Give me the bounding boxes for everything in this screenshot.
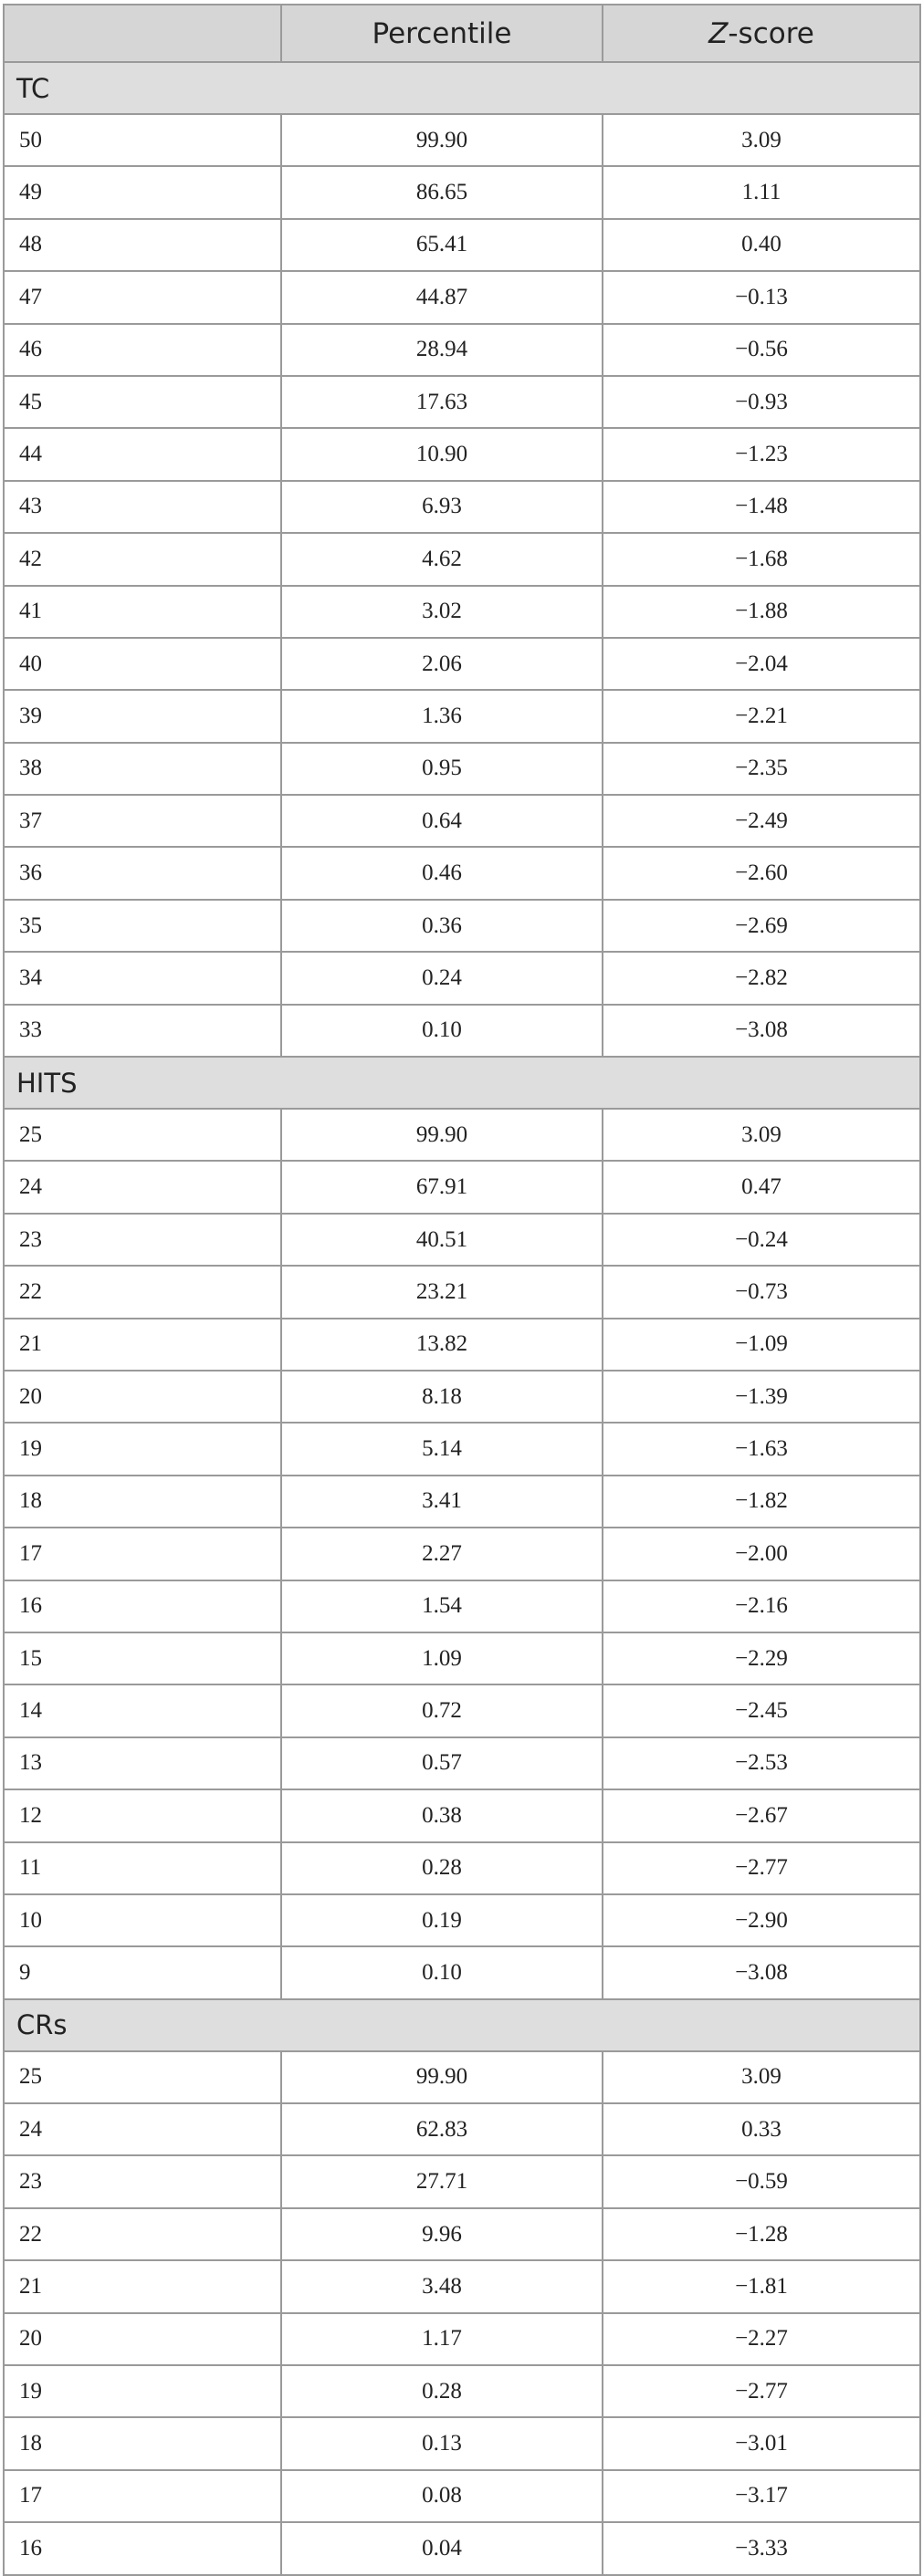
percentile-cell: 99.90: [281, 114, 603, 166]
score-cell: 24: [4, 2103, 281, 2155]
z-score-cell: −1.48: [603, 481, 920, 533]
table-row: [4, 1632, 920, 1684]
score-cell: 50: [4, 114, 281, 166]
percentile-cell: 1.54: [281, 1580, 603, 1632]
score-cell: 9: [4, 1946, 281, 1998]
z-score-cell: −1.88: [603, 586, 920, 638]
z-score-cell: 1.11: [603, 166, 920, 218]
header-z-score: [603, 5, 920, 62]
percentile-cell: 3.02: [281, 586, 603, 638]
score-cell: 41: [4, 586, 281, 638]
percentile-cell: 86.65: [281, 166, 603, 218]
score-cell: 13: [4, 1737, 281, 1789]
table-row: [4, 533, 920, 585]
z-score-cell: −2.77: [603, 2365, 920, 2417]
z-score-cell: −1.28: [603, 2208, 920, 2260]
percentile-cell: 0.46: [281, 847, 603, 899]
percentile-cell: 5.14: [281, 1423, 603, 1475]
z-score-cell: −0.73: [603, 1266, 920, 1318]
score-cell: 12: [4, 1789, 281, 1841]
score-cell: 17: [4, 2470, 281, 2522]
percentile-cell: 99.90: [281, 2051, 603, 2103]
score-cell: 19: [4, 2365, 281, 2417]
percentile-cell: 0.19: [281, 1894, 603, 1946]
table-row: [4, 2522, 920, 2574]
header-z-letter: Z: [708, 16, 729, 50]
percentile-cell: 44.87: [281, 271, 603, 323]
percentile-cell: 27.71: [281, 2155, 603, 2207]
table-row: [4, 952, 920, 1004]
score-cell: 21: [4, 1319, 281, 1371]
percentile-cell: 62.83: [281, 2103, 603, 2155]
percentile-cell: 0.95: [281, 743, 603, 795]
percentile-cell: 0.04: [281, 2522, 603, 2574]
table-row: [4, 1894, 920, 1946]
score-cell: 42: [4, 533, 281, 585]
score-cell: 33: [4, 1005, 281, 1057]
header-percentile: Percentile: [281, 5, 603, 62]
score-cell: 24: [4, 1161, 281, 1213]
percentile-cell: 3.41: [281, 1476, 603, 1528]
percentile-cell: 23.21: [281, 1266, 603, 1318]
z-score-cell: 0.40: [603, 219, 920, 271]
section-label: HITS: [4, 1057, 920, 1109]
score-cell: 36: [4, 847, 281, 899]
score-cell: 22: [4, 1266, 281, 1318]
table-row: [4, 900, 920, 952]
percentile-cell: 0.28: [281, 2365, 603, 2417]
table-row: [4, 1214, 920, 1266]
z-score-cell: −2.21: [603, 690, 920, 742]
score-cell: 25: [4, 2051, 281, 2103]
z-score-cell: −2.77: [603, 1842, 920, 1894]
z-score-cell: −1.81: [603, 2260, 920, 2312]
table-row: [4, 690, 920, 742]
score-cell: 10: [4, 1894, 281, 1946]
table-row: [4, 847, 920, 899]
score-cell: 16: [4, 1580, 281, 1632]
z-score-cell: −2.45: [603, 1684, 920, 1736]
percentile-cell: 0.08: [281, 2470, 603, 2522]
z-score-cell: −3.08: [603, 1005, 920, 1057]
percentile-cell: 0.64: [281, 795, 603, 847]
table-row: [4, 219, 920, 271]
percentile-cell: 65.41: [281, 219, 603, 271]
table-row: [4, 1946, 920, 1998]
z-score-cell: 0.33: [603, 2103, 920, 2155]
table-row: [4, 1684, 920, 1736]
z-score-cell: −2.29: [603, 1632, 920, 1684]
table-row: [4, 1789, 920, 1841]
percentile-cell: 99.90: [281, 1109, 603, 1161]
table-row: [4, 1476, 920, 1528]
score-cell: 47: [4, 271, 281, 323]
percentile-cell: 0.28: [281, 1842, 603, 1894]
score-cell: 20: [4, 1371, 281, 1423]
table-row: [4, 2470, 920, 2522]
percentile-cell: 40.51: [281, 1214, 603, 1266]
percentile-cell: 3.48: [281, 2260, 603, 2312]
percentile-cell: 0.10: [281, 1946, 603, 1998]
score-cell: 11: [4, 1842, 281, 1894]
z-score-cell: −2.53: [603, 1737, 920, 1789]
z-score-cell: −3.01: [603, 2417, 920, 2469]
z-score-cell: −0.56: [603, 324, 920, 376]
score-cell: 43: [4, 481, 281, 533]
z-score-cell: −1.09: [603, 1319, 920, 1371]
percentile-cell: 0.10: [281, 1005, 603, 1057]
table-row: [4, 2051, 920, 2103]
header-z-rest: -score: [728, 16, 814, 50]
score-cell: 15: [4, 1632, 281, 1684]
percentile-cell: 9.96: [281, 2208, 603, 2260]
z-score-cell: −1.39: [603, 1371, 920, 1423]
score-cell: 39: [4, 690, 281, 742]
z-score-cell: −3.17: [603, 2470, 920, 2522]
score-cell: 38: [4, 743, 281, 795]
table-row: [4, 2103, 920, 2155]
header-score: [4, 5, 281, 62]
score-cell: 35: [4, 900, 281, 952]
score-cell: 21: [4, 2260, 281, 2312]
percentile-cell: 2.06: [281, 638, 603, 690]
score-cell: 46: [4, 324, 281, 376]
score-cell: 17: [4, 1528, 281, 1580]
table-row: [4, 166, 920, 218]
z-score-cell: −0.59: [603, 2155, 920, 2207]
score-cell: 18: [4, 1476, 281, 1528]
table-row: [4, 1161, 920, 1213]
z-score-cell: −1.63: [603, 1423, 920, 1475]
table-row: [4, 1737, 920, 1789]
percentile-cell: 0.38: [281, 1789, 603, 1841]
z-score-cell: −2.00: [603, 1528, 920, 1580]
table-row: [4, 2155, 920, 2207]
z-score-cell: −2.67: [603, 1789, 920, 1841]
percentile-cell: 4.62: [281, 533, 603, 585]
z-score-cell: −1.23: [603, 428, 920, 480]
table-row: [4, 638, 920, 690]
score-cell: 22: [4, 2208, 281, 2260]
table-row: [4, 1423, 920, 1475]
table-row: [4, 324, 920, 376]
percentile-cell: 13.82: [281, 1319, 603, 1371]
table-row: [4, 481, 920, 533]
z-score-cell: −2.69: [603, 900, 920, 952]
section-row: [4, 1999, 920, 2051]
score-cell: 19: [4, 1423, 281, 1475]
z-score-cell: 0.47: [603, 1161, 920, 1213]
z-score-cell: −3.08: [603, 1946, 920, 1998]
score-cell: 14: [4, 1684, 281, 1736]
z-score-cell: −3.33: [603, 2522, 920, 2574]
percentile-cell: 10.90: [281, 428, 603, 480]
percentile-cell: 0.13: [281, 2417, 603, 2469]
z-score-cell: −1.68: [603, 533, 920, 585]
z-score-cell: 3.09: [603, 114, 920, 166]
z-score-cell: −0.24: [603, 1214, 920, 1266]
score-cell: 23: [4, 2155, 281, 2207]
percentile-cell: 0.36: [281, 900, 603, 952]
z-score-cell: −2.49: [603, 795, 920, 847]
table-body: [4, 62, 920, 2575]
score-cell: 45: [4, 376, 281, 428]
score-cell: 49: [4, 166, 281, 218]
table-row: [4, 1528, 920, 1580]
percentile-cell: 0.72: [281, 1684, 603, 1736]
table-row: [4, 1371, 920, 1423]
score-cell: 44: [4, 428, 281, 480]
table-row: [4, 1005, 920, 1057]
percentile-cell: 1.09: [281, 1632, 603, 1684]
percentile-cell: 0.24: [281, 952, 603, 1004]
table-row: [4, 1266, 920, 1318]
percentile-cell: 17.63: [281, 376, 603, 428]
table-row: [4, 1580, 920, 1632]
z-score-cell: 3.09: [603, 1109, 920, 1161]
norms-table: [3, 4, 921, 2576]
score-cell: 40: [4, 638, 281, 690]
z-score-cell: −2.82: [603, 952, 920, 1004]
table-row: [4, 114, 920, 166]
score-cell: 23: [4, 1214, 281, 1266]
table-header: [4, 5, 920, 62]
table-row: [4, 1842, 920, 1894]
section-row: [4, 1057, 920, 1109]
z-score-cell: −2.16: [603, 1580, 920, 1632]
table-row: [4, 743, 920, 795]
header-row: [4, 5, 920, 62]
z-score-cell: 3.09: [603, 2051, 920, 2103]
percentile-cell: 28.94: [281, 324, 603, 376]
z-score-cell: −0.13: [603, 271, 920, 323]
table-row: [4, 271, 920, 323]
section-label: TC: [4, 62, 920, 114]
table-row: [4, 2260, 920, 2312]
table-row: [4, 2417, 920, 2469]
score-cell: 25: [4, 1109, 281, 1161]
score-cell: 20: [4, 2313, 281, 2365]
table-row: [4, 2313, 920, 2365]
score-cell: 18: [4, 2417, 281, 2469]
z-score-cell: −0.93: [603, 376, 920, 428]
z-score-cell: −2.60: [603, 847, 920, 899]
percentile-cell: 2.27: [281, 1528, 603, 1580]
z-score-cell: −2.90: [603, 1894, 920, 1946]
z-score-cell: −2.04: [603, 638, 920, 690]
section-row: [4, 62, 920, 114]
table-row: [4, 1109, 920, 1161]
percentile-cell: 8.18: [281, 1371, 603, 1423]
table-row: [4, 2208, 920, 2260]
table-row: [4, 795, 920, 847]
z-score-cell: −1.82: [603, 1476, 920, 1528]
table-row: [4, 376, 920, 428]
percentile-cell: 6.93: [281, 481, 603, 533]
score-cell: 16: [4, 2522, 281, 2574]
score-cell: 48: [4, 219, 281, 271]
percentile-cell: 1.36: [281, 690, 603, 742]
table-row: [4, 586, 920, 638]
percentile-cell: 1.17: [281, 2313, 603, 2365]
percentile-cell: 0.57: [281, 1737, 603, 1789]
table-row: [4, 1319, 920, 1371]
percentile-cell: 67.91: [281, 1161, 603, 1213]
section-label: CRs: [4, 1999, 920, 2051]
score-cell: 34: [4, 952, 281, 1004]
table-row: [4, 2365, 920, 2417]
table-row: [4, 428, 920, 480]
z-score-cell: −2.35: [603, 743, 920, 795]
score-cell: 37: [4, 795, 281, 847]
z-score-cell: −2.27: [603, 2313, 920, 2365]
